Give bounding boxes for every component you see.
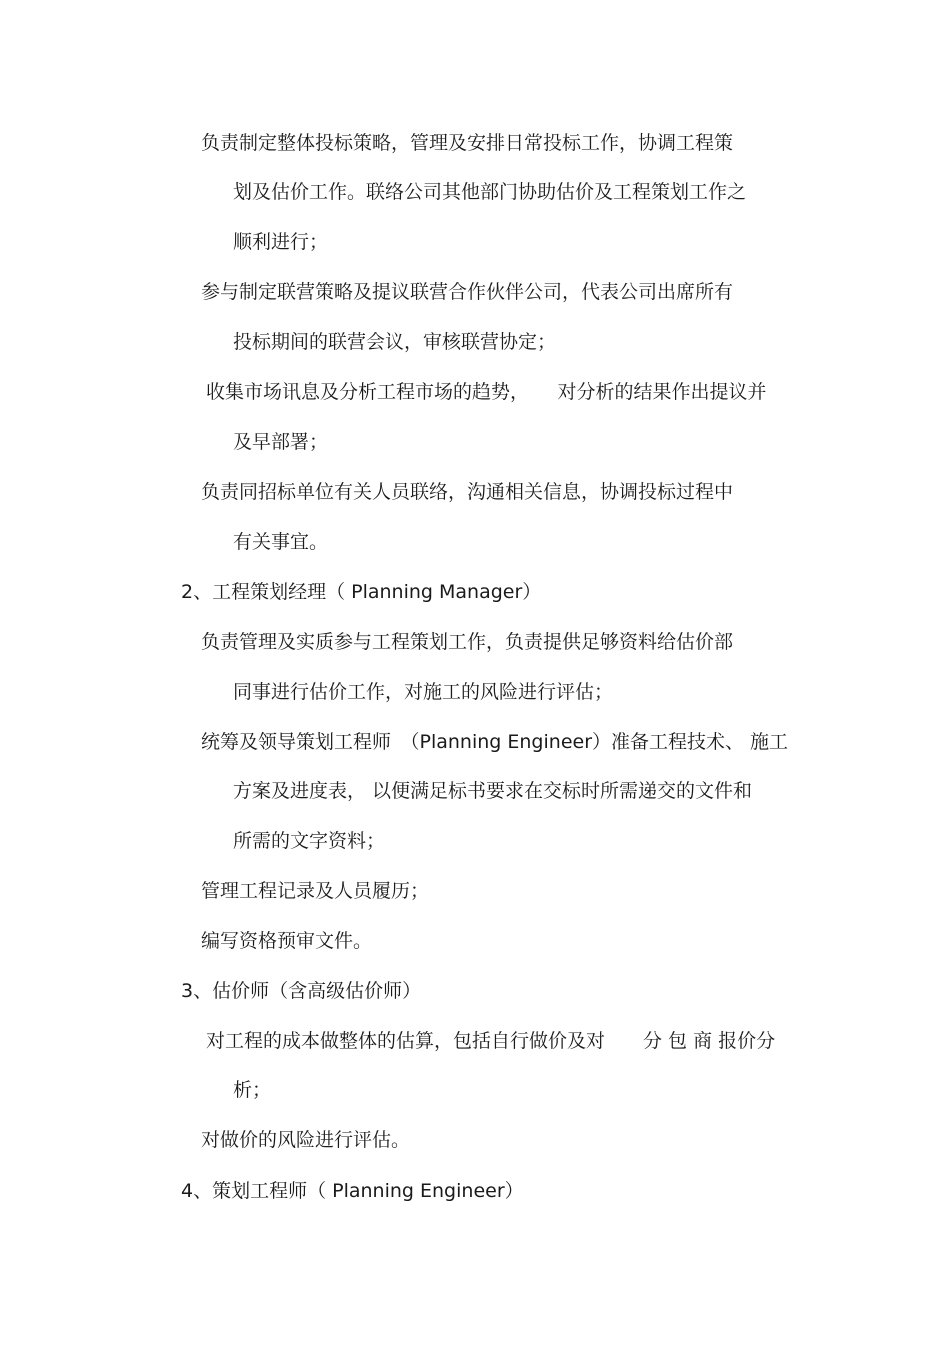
- text-line: 同事进行估价工作，对施工的风险进行评估；: [233, 681, 614, 703]
- text-line: 负责同招标单位有关人员联络，沟通相关信息，协调投标过程中: [201, 481, 734, 503]
- text-line: 所需的文字资料；: [233, 830, 386, 852]
- text-line: 方案及进度表， 以便满足标书要求在交标时所需递交的文件和: [233, 780, 753, 802]
- text-line: 对工程的成本做整体的估算，包括自行做价及对 分 包 商 报价分: [206, 1030, 776, 1052]
- text-line: 管理工程记录及人员履历；: [201, 880, 430, 902]
- text-line: 对做价的风险进行评估。: [201, 1129, 411, 1151]
- text-line: 负责管理及实质参与工程策划工作，负责提供足够资料给估价部: [201, 631, 734, 653]
- section-heading: 3、估价师（含高级估价师）: [181, 980, 422, 1002]
- text-line: 参与制定联营策略及提议联营合作伙伴公司，代表公司出席所有: [201, 281, 734, 303]
- text-line: 负责制定整体投标策略，管理及安排日常投标工作，协调工程策: [201, 132, 734, 154]
- text-line: 统筹及领导策划工程师 （Planning Engineer）准备工程技术、 施工: [201, 731, 789, 753]
- section-heading: 2、工程策划经理（ Planning Manager）: [181, 581, 542, 603]
- text-line: 有关事宜。: [233, 531, 329, 553]
- text-line: 投标期间的联营会议，审核联营协定；: [233, 331, 557, 353]
- text-line: 编写资格预审文件。: [201, 930, 373, 952]
- text-line: 收集市场讯息及分析工程市场的趋势， 对分析的结果作出提议并: [206, 381, 767, 403]
- section-heading: 4、策划工程师（ Planning Engineer）: [181, 1180, 524, 1202]
- text-line: 顺利进行；: [233, 231, 329, 253]
- text-line: 析；: [233, 1079, 272, 1101]
- text-line: 划及估价工作。联络公司其他部门协助估价及工程策划工作之: [233, 181, 747, 203]
- text-line: 及早部署；: [233, 431, 329, 453]
